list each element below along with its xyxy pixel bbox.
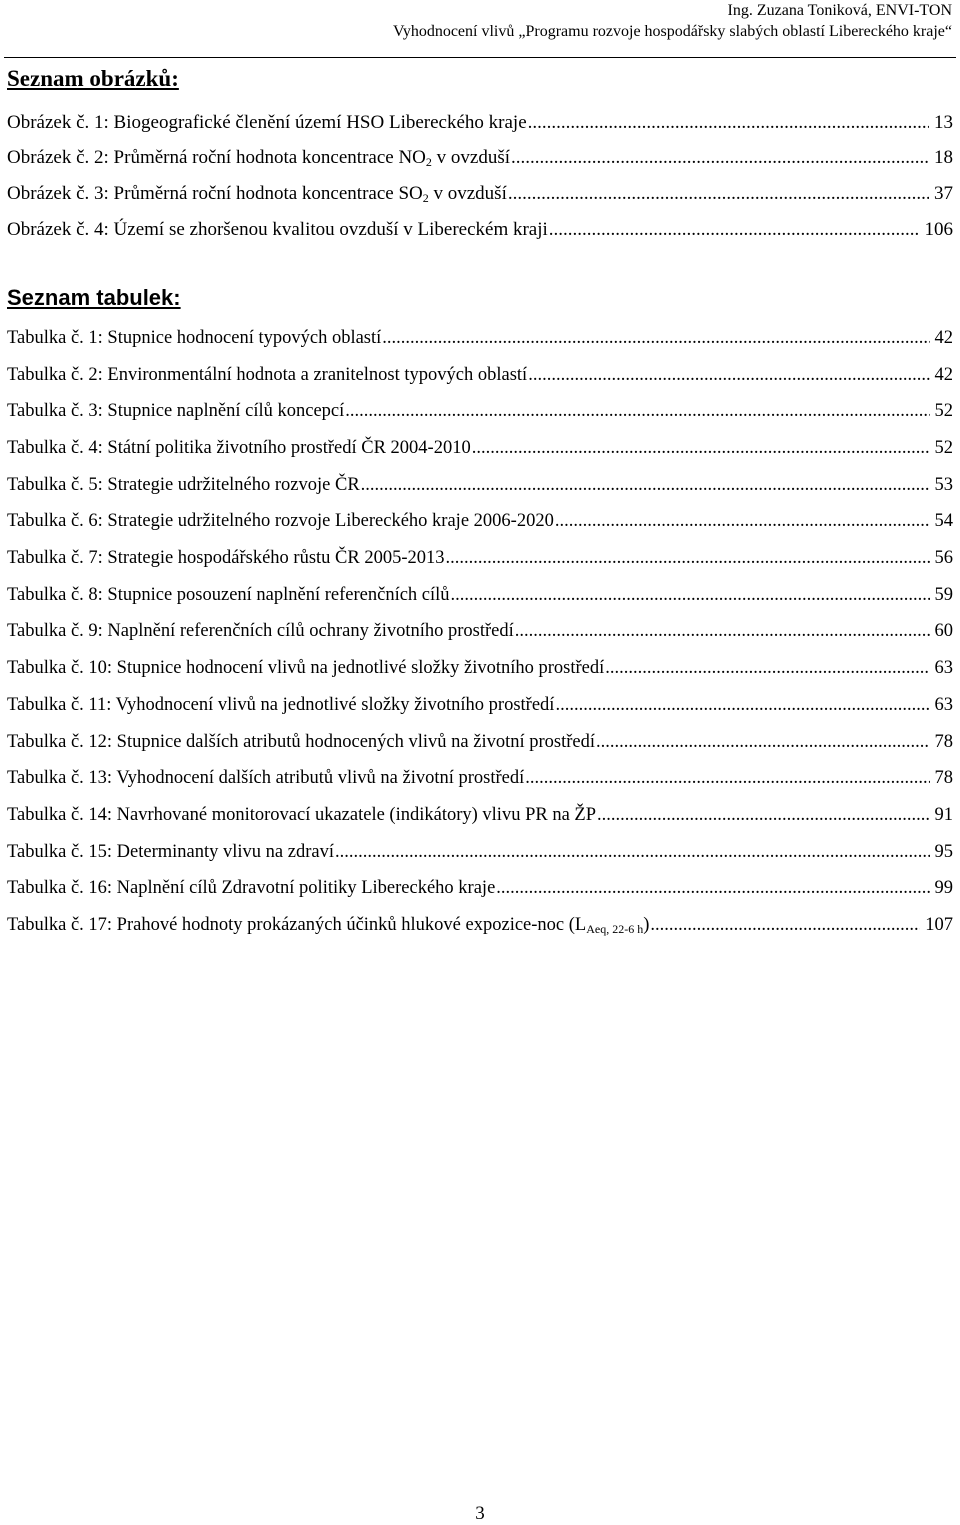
toc-entry-figure-2[interactable]: [7, 147, 953, 175]
dot-leader: [525, 768, 929, 789]
entry-label: Obrázek č. 2: Průměrná roční hodnota koncentrace $NO_2$ v ovzduší: [7, 147, 510, 169]
toc-entry-table-15[interactable]: [7, 842, 953, 870]
dot-leader: [451, 585, 930, 606]
entry-page: 37: [934, 183, 953, 204]
entry-page: 63: [934, 695, 953, 715]
header-author: Ing. Zuzana Toniková, ENVI-TON: [727, 2, 952, 19]
toc-entry-table-5[interactable]: [7, 475, 953, 503]
entry-label: Tabulka č. 6: Strategie udržitelného rozvoje Libereckého kraje 2006-2020: [7, 511, 554, 531]
dot-leader: [650, 915, 920, 936]
entry-label: Tabulka č. 3: Stupnice naplnění cílů koncepcí: [7, 401, 345, 421]
entry-label: Tabulka č. 16: Naplnění cílů Zdravotní politiky Libereckého kraje: [7, 878, 496, 898]
toc-entry-table-1[interactable]: [7, 328, 953, 356]
toc-entry-table-4[interactable]: [7, 438, 953, 466]
toc-entry-table-2[interactable]: [7, 365, 953, 393]
entry-label: Tabulka č. 4: Státní politika životního prostředí ČR 2004-2010: [7, 438, 471, 458]
entry-page: 56: [934, 548, 953, 568]
entry-label: Tabulka č. 12: Stupnice dalších atributů hodnocených vlivů na životní prostředí: [7, 732, 595, 752]
entry-page: 78: [934, 768, 953, 788]
toc-entry-table-11[interactable]: [7, 695, 953, 723]
dot-leader: [605, 658, 929, 679]
entry-page: 52: [934, 401, 953, 421]
figures-heading: Seznam obrázků:: [7, 66, 179, 91]
entry-label: Tabulka č. 2: Environmentální hodnota a zranitelnost typových oblastí: [7, 365, 528, 385]
entry-label: Tabulka č. 9: Naplnění referenčních cílů ochrany životního prostředí: [7, 621, 514, 641]
dot-leader: [382, 328, 929, 349]
entry-label: Tabulka č. 1: Stupnice hodnocení typových oblastí: [7, 328, 382, 348]
toc-entry-table-13[interactable]: [7, 768, 953, 796]
entry-page: 78: [934, 732, 953, 752]
entry-page: 42: [934, 365, 953, 385]
dot-leader: [496, 878, 929, 899]
dot-leader: [555, 695, 929, 716]
toc-entry-figure-3[interactable]: [7, 183, 953, 211]
toc-entry-table-14[interactable]: [7, 805, 953, 833]
entry-label: Tabulka č. 5: Strategie udržitelného rozvoje ČR: [7, 475, 360, 495]
dot-leader: [597, 805, 929, 826]
entry-label: Obrázek č. 3: Průměrná roční hodnota koncentrace $SO_2$ v ovzduší: [7, 183, 507, 205]
entry-page: 54: [934, 511, 953, 531]
entry-label: Tabulka č. 10: Stupnice hodnocení vlivů na jednotlivé složky životního prostředí: [7, 658, 605, 678]
toc-entry-table-17[interactable]: [7, 915, 953, 943]
header-divider: [4, 57, 956, 58]
page-header: [393, 0, 952, 42]
dot-leader: [596, 732, 930, 753]
page-number: 3: [475, 1503, 485, 1524]
entry-label: Tabulka č. 7: Strategie hospodářského růstu ČR 2005-2013: [7, 548, 445, 568]
entry-page: 60: [934, 621, 953, 641]
entry-page: 106: [924, 219, 953, 240]
entry-page: 63: [934, 658, 953, 678]
entry-page: 95: [934, 842, 953, 862]
toc-entry-table-7[interactable]: [7, 548, 953, 576]
entry-label: Tabulka č. 8: Stupnice posouzení naplnění referenčních cílů: [7, 585, 450, 605]
toc-entry-table-8[interactable]: [7, 585, 953, 613]
dot-leader: [508, 183, 929, 205]
entry-page: 13: [934, 112, 953, 133]
dot-leader: [511, 147, 929, 169]
entry-page: 42: [934, 328, 953, 348]
dot-leader: [555, 511, 930, 532]
toc-entry-table-3[interactable]: [7, 401, 953, 429]
entry-label: Tabulka č. 13: Vyhodnocení dalších atributů vlivů na životní prostředí: [7, 768, 525, 788]
toc-entry-figure-1[interactable]: [7, 112, 953, 140]
toc-entry-table-16[interactable]: [7, 878, 953, 906]
entry-label: Tabulka č. 14: Navrhované monitorovací ukazatele (indikátory) vlivu PR na ŽP: [7, 805, 597, 825]
dot-leader: [361, 475, 930, 496]
dot-leader: [345, 401, 929, 422]
entry-label: Tabulka č. 11: Vyhodnocení vlivů na jednotlivé složky životního prostředí: [7, 695, 555, 715]
dot-leader: [515, 621, 930, 642]
dot-leader: [446, 548, 930, 569]
dot-leader: [528, 365, 929, 386]
header-title: Vyhodnocení vlivů „Programu rozvoje hospodářsky slabých oblastí Libereckého kraje“: [393, 23, 952, 40]
entry-page: 59: [934, 585, 953, 605]
entry-page: 18: [934, 147, 953, 168]
toc-entry-table-9[interactable]: [7, 621, 953, 649]
entry-label: Tabulka č. 17: Prahové hodnoty prokázaných účinků hlukové expozice-noc $(L_{Aeq, 22-6 h})$: [7, 915, 650, 936]
dot-leader: [549, 219, 920, 241]
toc-entry-figure-4[interactable]: [7, 219, 953, 247]
entry-label: Obrázek č. 4: Území se zhoršenou kvalitou ovzduší v Libereckém kraji: [7, 219, 548, 240]
entry-page: 99: [934, 878, 953, 898]
dot-leader: [335, 842, 930, 863]
entry-label: Tabulka č. 15: Determinanty vlivu na zdraví: [7, 842, 334, 862]
toc-entry-table-10[interactable]: [7, 658, 953, 686]
dot-leader: [472, 438, 930, 459]
entry-page: 53: [934, 475, 953, 495]
toc-entry-table-12[interactable]: [7, 732, 953, 760]
entry-page: 91: [934, 805, 953, 825]
dot-leader: [528, 112, 929, 134]
toc-entry-table-6[interactable]: [7, 511, 953, 539]
entry-page: 107: [925, 915, 953, 935]
entry-label: Obrázek č. 1: Biogeografické členění území HSO Libereckého kraje: [7, 112, 527, 133]
tables-heading: Seznam tabulek:: [7, 285, 181, 310]
entry-page: 52: [934, 438, 953, 458]
